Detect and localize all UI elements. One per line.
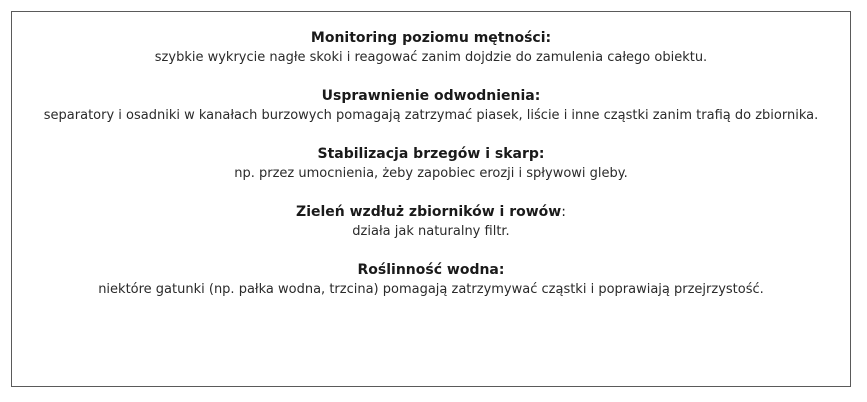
content-frame <box>11 11 851 387</box>
section-text: szybkie wykrycie nagłe skoki i reagować zanim dojdzie do zamulenia całego obiektu. <box>154 50 708 65</box>
section-zielen <box>12 202 850 242</box>
section-stabilizacja <box>12 144 850 184</box>
section-monitoring <box>12 28 850 68</box>
section-heading <box>42 28 820 48</box>
section-heading <box>42 144 820 164</box>
heading-suffix: : <box>561 204 566 220</box>
section-heading <box>16 86 846 106</box>
section-odwodnienie <box>12 86 850 126</box>
heading-text: Monitoring poziomu mętności: <box>310 30 552 46</box>
section-text: działa jak naturalny filtr. <box>352 224 510 239</box>
section-heading <box>16 260 846 280</box>
heading-text: Stabilizacja brzegów i skarp: <box>317 146 545 162</box>
section-heading <box>42 202 820 222</box>
section-roslinnosc <box>12 260 850 300</box>
heading-text: Roślinność wodna: <box>357 262 505 278</box>
heading-text: Zieleń wzdłuż zbiorników i rowów <box>296 204 562 220</box>
section-text: np. przez umocnienia, żeby zapobiec erozji i spływowi gleby. <box>234 166 628 181</box>
section-text: separatory i osadniki w kanałach burzowych pomagają zatrzymać piasek, liście i inne cząstki zanim trafią do zbiornika. <box>43 108 819 123</box>
content-body <box>12 28 850 318</box>
section-text: niektóre gatunki (np. pałka wodna, trzcina) pomagają zatrzymywać cząstki i poprawiają przejrzystość. <box>98 282 764 297</box>
heading-text: Usprawnienie odwodnienia: <box>321 88 541 104</box>
